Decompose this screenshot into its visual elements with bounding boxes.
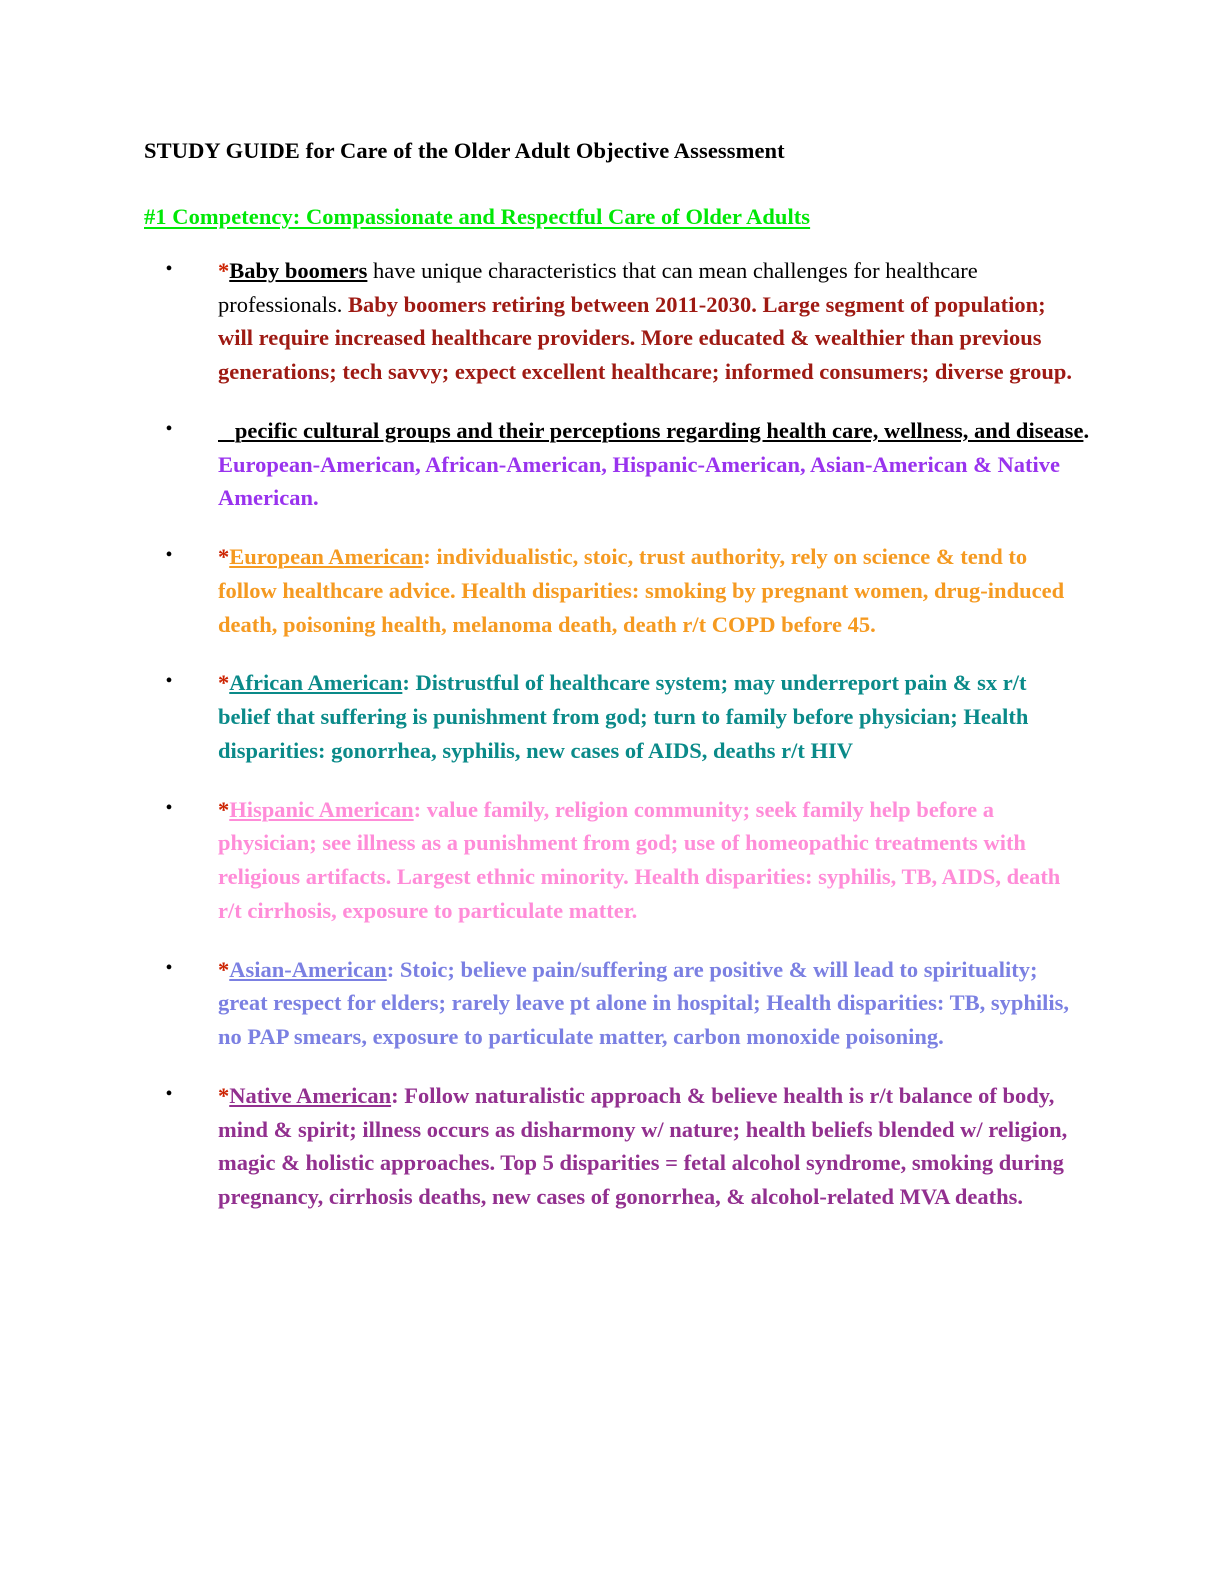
list-item-baby-boomers (144, 254, 1080, 389)
bullet-list (144, 254, 1090, 1214)
list-item-native-american (144, 1079, 1080, 1214)
term-hispanic-american: Hispanic American (229, 796, 414, 822)
term-asian-american: Asian-American (229, 956, 387, 982)
body-text: : Stoic; believe pain/suffering are positive & will lead to spirituality; great respect for elders; rarely leave pt alone in hospital; Health disparities: TB, syphilis, no PAP smears, exposure to particulate matter, carbon monoxide poisoning. (218, 956, 1070, 1049)
lead-in-text: . (1083, 417, 1090, 443)
term-baby-boomers: Baby boomers (229, 257, 368, 283)
body-text: : value family, religion community; seek family help before a physician; see illness as a punishment from god; use of homeopathic treatments with religious artifacts. Largest ethnic minority. Health disparities: syphilis, TB, AIDS, death r/t cirrhosis, exposure to particulate matter. (218, 796, 1061, 923)
body-text: : Follow naturalistic approach & believe health is r/t balance of body, mind & spirit; illness occurs as disharmony w/ nature; health beliefs blended w/ religion, magic & holistic approaches. Top 5 disparities = fetal alcohol syndrome, smoking during pregnancy, cirrhosis deaths, new cases of gonorrhea, & alcohol-related MVA deaths. (218, 1082, 1068, 1209)
body-text: Baby boomers retiring between 2011-2030. Large segment of population; will require increased healthcare providers. More educated & wealthier than previous generations; tech savvy; expect excellent healthcare; informed consumers; diverse group. (218, 291, 1072, 384)
asterisk-marker: * (218, 257, 230, 283)
bullet-text (218, 414, 1090, 515)
asterisk-marker: * (218, 796, 230, 822)
body-text: : individualistic, stoic, trust authority, rely on science & tend to follow healthcare advice. Health disparities: smoking by pregnant women, drug-induced death, poisoning health, melanoma death, death r/t COPD before 45. (218, 544, 1065, 637)
asterisk-marker: * (218, 1082, 230, 1108)
term-native-american: Native American (229, 1082, 392, 1108)
asterisk-marker: * (218, 544, 230, 569)
body-text: : Distrustful of healthcare system; may underreport pain & sx r/t belief that suffering is punishment from god; turn to family before physician; Health disparities: gonorrhea, syphilis, new cases of AIDS, deaths r/t HIV (218, 670, 1029, 763)
bullet-text (218, 540, 1080, 641)
page-title: STUDY GUIDE for Care of the Older Adult Objective Assessment (144, 138, 785, 163)
bullet-marker (164, 414, 174, 444)
list-item-specific-cultural-groups (144, 414, 1090, 515)
bullet-text (218, 254, 1080, 389)
asterisk-marker: * (218, 670, 230, 696)
list-item-hispanic-american (144, 793, 1080, 928)
bullet-text (218, 1079, 1080, 1214)
bullet-text (218, 953, 1080, 1054)
bullet-marker (164, 540, 174, 570)
list-item-asian-american (144, 953, 1080, 1054)
bullet-marker (164, 793, 174, 823)
bullet-marker (164, 666, 174, 696)
bullet-marker (164, 1079, 174, 1109)
list-item-african-american (144, 666, 1080, 767)
bullet-text (218, 666, 1080, 767)
bullet-marker (164, 953, 174, 983)
bullet-marker (164, 254, 174, 284)
list-item-european-american (144, 540, 1080, 641)
term-african-american: African American (229, 670, 403, 696)
term-european-american: European American (229, 544, 424, 569)
asterisk-marker: * (218, 956, 230, 982)
document-body (144, 138, 1090, 1239)
term-specific-cultural-groups: pecific cultural groups and their perceptions regarding health care, wellness, and disease (218, 417, 1084, 443)
section-heading-competency-1: #1 Competency: Compassionate and Respectful Care of Older Adults (144, 203, 811, 229)
bullet-text (218, 793, 1080, 928)
lead-in-text: have unique characteristics that can mean challenges for healthcare professionals. (218, 257, 978, 317)
body-text: European-American, African-American, Hispanic-American, Asian-American & Native American. (218, 451, 1060, 511)
